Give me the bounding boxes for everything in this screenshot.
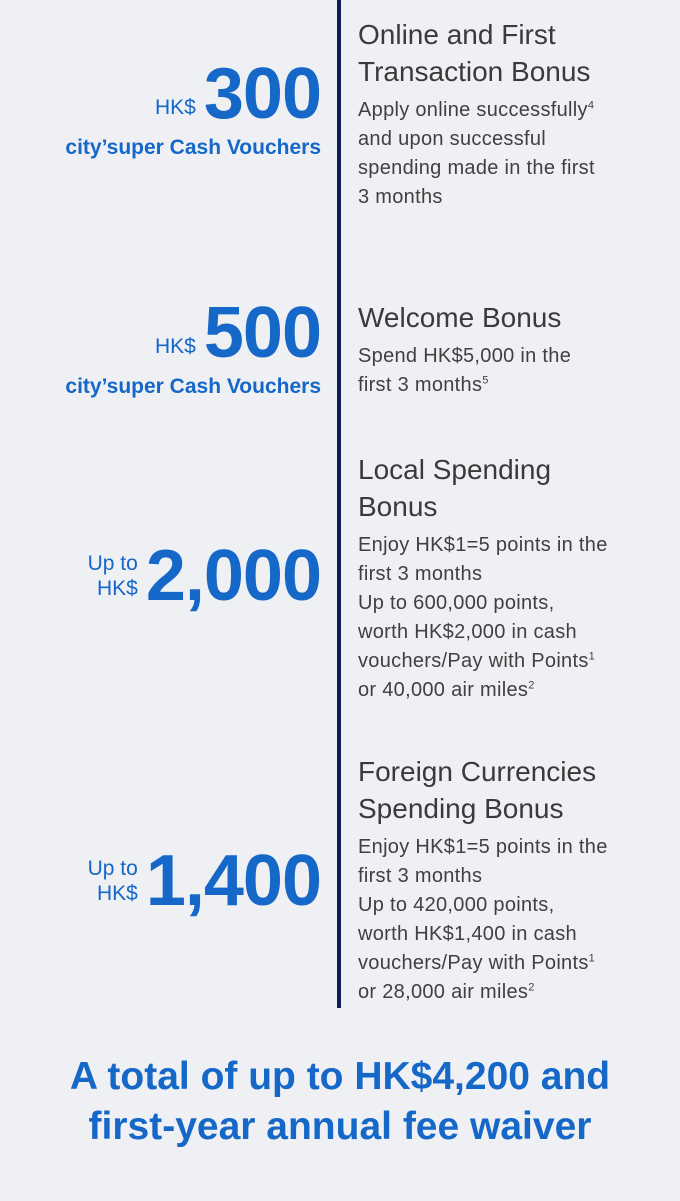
offer-3-desc-line: Enjoy HK$1=5 points in the <box>358 534 608 556</box>
offer-3-prefix-line: HK$ <box>96 577 138 600</box>
offer-1-voucher-label: city’super Cash Vouchers <box>65 136 321 159</box>
offer-4-desc-line: Enjoy HK$1=5 points in the <box>358 836 608 858</box>
offer-4-desc-line: worth HK$1,400 in cash <box>358 923 577 945</box>
offer-4-prefix-line: Up to <box>87 857 138 880</box>
offer-1-desc-line: 3 months <box>358 186 443 208</box>
offer-1-details <box>358 16 658 212</box>
offer-2-desc-line: Spend HK$5,000 in the <box>358 345 572 367</box>
offer-4-desc-line: first 3 months <box>358 865 483 887</box>
offer-1-title-line: Transaction Bonus <box>358 56 591 87</box>
offer-1-desc-line: spending made in the first <box>358 157 595 179</box>
offer-4-desc-line: vouchers/Pay with Points$^1$ <box>358 952 596 974</box>
offer-3-title-line: Local Spending <box>358 454 552 485</box>
offer-3-prefix-line: Up to <box>87 552 138 575</box>
total-line-2: first-year annual fee waiver <box>88 1105 592 1148</box>
offer-3-desc-line: Up to 600,000 points, <box>358 592 555 614</box>
offer-3-title <box>358 451 658 525</box>
offer-3-desc-line: vouchers/Pay with Points$^1$ <box>358 650 596 672</box>
total-line-1: A total of up to HK$4,200 and <box>69 1055 611 1098</box>
offer-4-details <box>358 753 658 1007</box>
offer-2-desc-line: first 3 months$^5$ <box>358 374 489 396</box>
offer-4-title <box>358 753 658 827</box>
offer-1-value: 300 <box>203 54 321 134</box>
offer-1-currency: HK$ <box>155 95 196 119</box>
offer-3-prefix <box>88 551 138 601</box>
offer-4-description <box>358 833 658 1007</box>
offer-1-description <box>358 96 658 212</box>
offer-4-prefix <box>88 856 138 906</box>
offer-1-desc-line: Apply online successfully$^4$ <box>358 99 595 121</box>
offer-1-title-line: Online and First <box>358 19 556 50</box>
offer-3-desc-line: worth HK$2,000 in cash <box>358 621 577 643</box>
offer-3-description <box>358 531 658 705</box>
offer-2-title-line: Welcome Bonus <box>358 302 562 333</box>
offer-2-voucher-label: city’super Cash Vouchers <box>65 375 321 398</box>
offer-4-title-line: Foreign Currencies <box>358 756 597 787</box>
offer-3-title-line: Bonus <box>358 491 438 522</box>
offer-1-amount <box>65 54 321 160</box>
offer-3-desc-line: or 40,000 air miles$^2$ <box>358 679 535 701</box>
offer-4-desc-line: Up to 420,000 points, <box>358 894 555 916</box>
offer-4-prefix-line: HK$ <box>96 882 138 905</box>
offer-3-value: 2,000 <box>145 536 321 616</box>
offer-2-value: 500 <box>203 293 321 373</box>
offer-3-details <box>358 451 658 705</box>
offer-4-title-line: Spending Bonus <box>358 793 564 824</box>
offer-2-title <box>358 299 658 336</box>
offer-4-amount <box>87 841 321 921</box>
offer-2-details <box>358 299 658 400</box>
offer-2-currency: HK$ <box>155 334 196 358</box>
offer-3-desc-line: first 3 months <box>358 563 483 585</box>
total-summary <box>0 1052 680 1152</box>
offer-4-desc-line: or 28,000 air miles$^2$ <box>358 981 535 1003</box>
offer-2-description <box>358 342 658 400</box>
offer-4-value: 1,400 <box>145 841 321 921</box>
offer-2-amount <box>65 293 321 399</box>
offer-1-desc-line: and upon successful <box>358 128 547 150</box>
offer-3-amount <box>87 536 321 616</box>
offer-1-title <box>358 16 658 90</box>
vertical-divider <box>337 0 341 1008</box>
